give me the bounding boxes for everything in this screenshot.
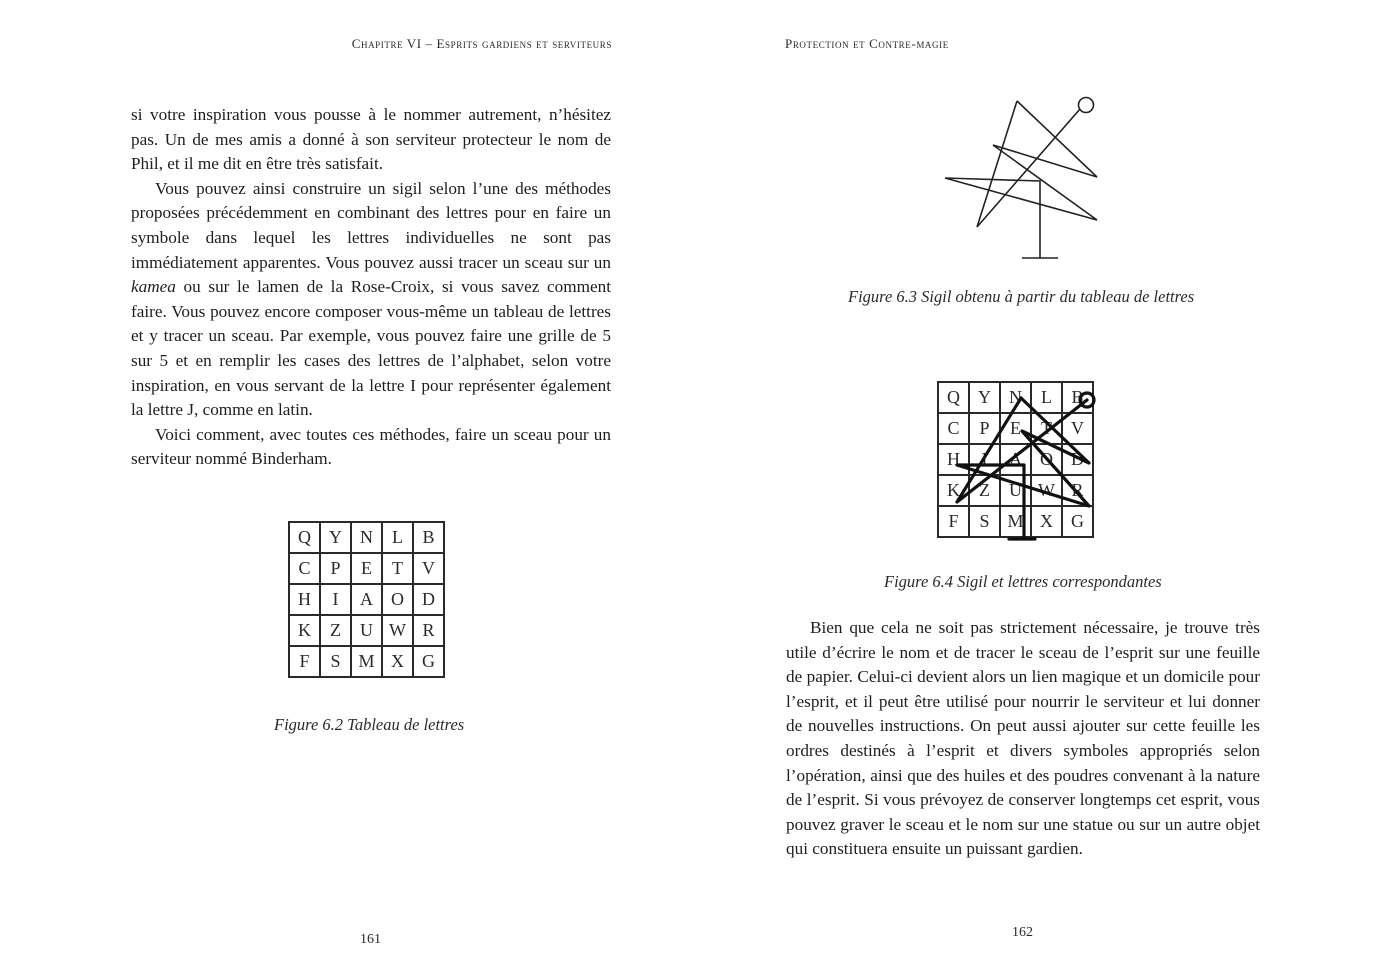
- grid-cell: Y: [969, 382, 1000, 413]
- running-head: Protection et Contre-magie: [785, 36, 949, 51]
- grid-cell: C: [938, 413, 969, 444]
- grid-cell: D: [413, 584, 444, 615]
- grid-cell: F: [289, 646, 320, 677]
- grid-cell: Q: [289, 522, 320, 553]
- grid-cell: M: [351, 646, 382, 677]
- grid-cell: Y: [320, 522, 351, 553]
- running-head: Chapitre VI – Esprits gardiens et serviteurs: [351, 36, 612, 51]
- figure-caption: Figure 6.4 Sigil et lettres correspondantes: [884, 572, 1162, 591]
- grid-cell: U: [351, 615, 382, 646]
- sigil-trace-icon: [937, 381, 1107, 551]
- grid-cell: T: [382, 553, 413, 584]
- body-text: [786, 616, 1260, 862]
- grid-cell: O: [1031, 444, 1062, 475]
- text-span: Vous pouvez ainsi construire un sigil selon l’une des méthodes proposées précédemment en combinant des lettres pour en faire un symbole dans lequel les lettres individuelles ne sont pas immédiatement apparentes. Vous pouvez aussi tracer un sceau sur un: [131, 178, 611, 272]
- figure-caption: Figure 6.3 Sigil obtenu à partir du tableau de lettres: [848, 287, 1195, 306]
- grid-cell: I: [969, 444, 1000, 475]
- grid-cell: Z: [320, 615, 351, 646]
- grid-cell: B: [1062, 382, 1093, 413]
- page-number: 162: [1012, 925, 1033, 940]
- paragraph: [131, 177, 611, 423]
- grid-cell: G: [413, 646, 444, 677]
- grid-cell: K: [938, 475, 969, 506]
- grid-cell: M: [1000, 506, 1031, 537]
- figure-caption: Figure 6.2 Tableau de lettres: [274, 715, 465, 734]
- grid-cell: G: [1062, 506, 1093, 537]
- grid-cell: X: [382, 646, 413, 677]
- letter-grid: [288, 521, 445, 678]
- grid-cell: W: [382, 615, 413, 646]
- grid-cell: R: [1062, 475, 1093, 506]
- grid-cell: O: [382, 584, 413, 615]
- right-page: [700, 0, 1400, 980]
- grid-cell: X: [1031, 506, 1062, 537]
- italic-term: kamea: [131, 277, 176, 297]
- sigil-grid-figure: [937, 381, 1107, 551]
- paragraph: si votre inspiration vous pousse à le nommer autrement, n’hésitez pas. Un de mes amis a donné à son serviteur protecteur le nom de Phil, et il me dit en être très satisfait.: [131, 105, 611, 174]
- grid-cell: A: [351, 584, 382, 615]
- grid-cell: H: [289, 584, 320, 615]
- grid-cell: V: [1062, 413, 1093, 444]
- grid-cell: N: [1000, 382, 1031, 413]
- grid-cell: K: [289, 615, 320, 646]
- grid-cell: E: [351, 553, 382, 584]
- grid-cell: P: [320, 553, 351, 584]
- grid-cell: P: [969, 413, 1000, 444]
- paragraph: Voici comment, avec toutes ces méthodes, faire un sceau pour un serviteur nommé Binderham.: [131, 424, 611, 469]
- grid-cell: R: [413, 615, 444, 646]
- grid-cell: D: [1062, 444, 1093, 475]
- grid-cell: V: [413, 553, 444, 584]
- grid-cell: A: [1000, 444, 1031, 475]
- grid-cell: T: [1031, 413, 1062, 444]
- grid-cell: I: [320, 584, 351, 615]
- sigil-icon: [940, 92, 1110, 267]
- paragraph: Bien que cela ne soit pas strictement nécessaire, je trouve très utile d’écrire le nom et de tracer le sceau de l’esprit sur une feuille de papier. Celui-ci devient alors un lien magique et un domicile pour l’esprit, et il peut être utilisé pour nourrir le serviteur et lui donner de nouvelles instructions. On peut aussi ajouter sur cette feuille les ordres destinés à l’esprit et divers symboles appropriés selon l’opération, ainsi que des huiles et des poudres convenant à la nature de l’esprit. Si vous prévoyez de conserver longtemps cet esprit, vous pouvez graver le sceau et le nom sur une statue ou sur un autre objet qui constituera ensuite un puissant gardien.: [786, 618, 1260, 859]
- page-number: 161: [360, 932, 381, 947]
- grid-cell: W: [1031, 475, 1062, 506]
- grid-cell: Q: [938, 382, 969, 413]
- grid-cell: L: [382, 522, 413, 553]
- body-text: [131, 103, 611, 472]
- grid-cell: B: [413, 522, 444, 553]
- grid-cell: N: [351, 522, 382, 553]
- grid-cell: H: [938, 444, 969, 475]
- grid-cell: E: [1000, 413, 1031, 444]
- grid-cell: Z: [969, 475, 1000, 506]
- grid-cell: S: [969, 506, 1000, 537]
- grid-cell: L: [1031, 382, 1062, 413]
- grid-cell: C: [289, 553, 320, 584]
- grid-cell: F: [938, 506, 969, 537]
- grid-cell: S: [320, 646, 351, 677]
- grid-cell: U: [1000, 475, 1031, 506]
- text-span: ou sur le lamen de la Rose-Croix, si vous savez comment faire. Vous pouvez encore composer vous-même un tableau de lettres et y tracer un sceau. Par exemple, vous pouvez faire une grille de 5 sur 5 et en remplir les cases des lettres de l’alphabet, selon votre inspiration, en vous servant de la lettre I pour représenter également la lettre J, comme en latin.: [131, 277, 611, 420]
